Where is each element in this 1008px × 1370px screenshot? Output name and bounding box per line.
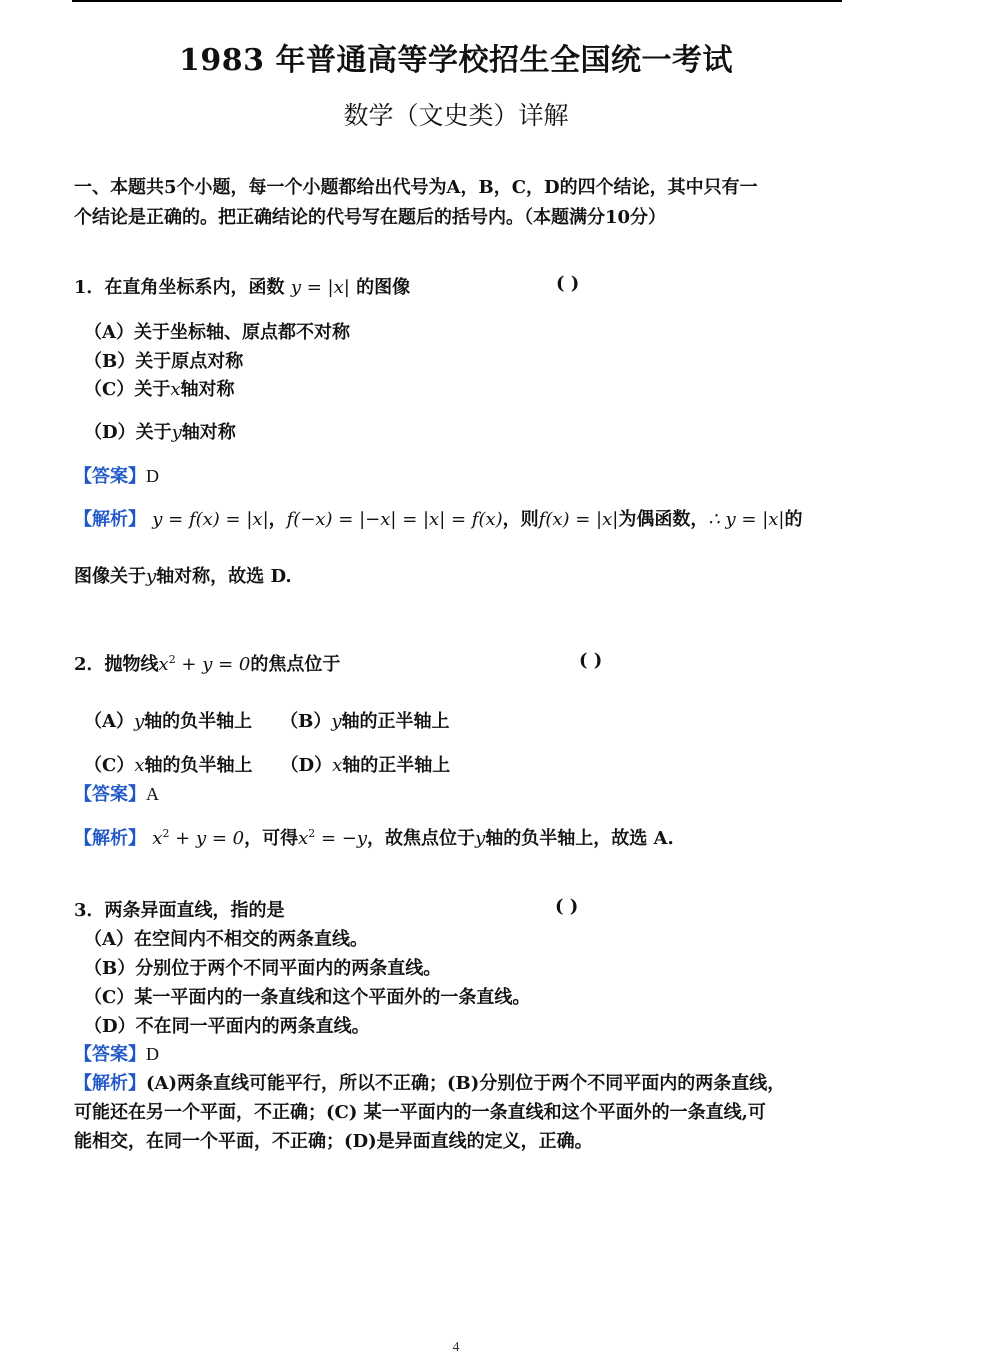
q1-explain-text-3: 为偶函数， [618, 509, 709, 530]
q1-option-a: （A）关于坐标轴、原点都不对称 [84, 322, 350, 343]
page-number: 4 [452, 1340, 460, 1355]
q2-option-c-label: （C） [84, 755, 135, 776]
q2-stem-rest: + y = 0 [175, 654, 251, 675]
q2-explain-sup-2: 2 [308, 827, 316, 840]
q2-explain-rest-2: = −y [315, 828, 368, 849]
q3-explanation-line-2: 可能还在另一个平面，不正确；(C) 某一平面内的一条直线和这个平面外的一条直线,可 [74, 1102, 766, 1123]
q2-option-a-var: y [133, 711, 145, 732]
q2-explain-text-1: ，可得 [244, 828, 299, 849]
q1-option-d-suffix: 轴对称 [181, 422, 236, 443]
q3-stem: 3．两条异面直线，指的是 [74, 900, 285, 921]
q1-explain-text-2: ，则 [502, 509, 539, 530]
q1-stem [74, 273, 410, 299]
q2-stem-suffix: 的焦点位于 [250, 654, 341, 675]
q2-option-a-label: （A） [84, 711, 134, 732]
q1-explanation-line-2 [74, 562, 292, 588]
q3-option-b: （B）分别位于两个不同平面内的两条直线。 [84, 958, 442, 979]
q2-explain-tag: 【解析】 [74, 828, 146, 849]
q3-explain-text-1: (A)两条直线可能平行，所以不正确；(B)分别位于两个不同平面内的两条直线， [146, 1073, 786, 1094]
q1-explain-math-3: f(x) = |x| [538, 509, 619, 530]
q2-answer-value: A [146, 784, 159, 804]
q3-option-c: （C）某一平面内的一条直线和这个平面外的一条直线。 [84, 987, 531, 1008]
q1-option-b: （B）关于原点对称 [84, 351, 244, 372]
q1-explain-text-4: 的 [784, 509, 803, 530]
q2-option-b-label: （B） [280, 711, 332, 732]
q2-explain-text-3: 轴的负半轴上，故选 A. [485, 828, 674, 849]
q1-explain-tag: 【解析】 [74, 509, 146, 530]
q2-answer-tag: 【答案】 [74, 784, 146, 805]
q2-explanation [74, 824, 674, 850]
q1-option-d-var: y [171, 422, 182, 443]
q2-option-b-text: 轴的正半轴上 [341, 711, 450, 732]
q3-option-a: （A）在空间内不相交的两条直线。 [84, 929, 368, 950]
q2-explain-rest-1: + y = 0 [169, 828, 245, 849]
q2-option-d-var: x [332, 755, 343, 776]
q2-explain-var: y [475, 828, 486, 849]
q1-option-c-prefix: （C）关于 [84, 379, 171, 400]
q2-options-row-2 [84, 751, 450, 777]
q3-answer-paren: ( ) [555, 896, 579, 917]
q2-options-row-1 [84, 707, 450, 733]
q2-explain-text-2: ，故焦点位于 [367, 828, 476, 849]
q2-option-c-var: x [134, 755, 145, 776]
q2-option-c-text: 轴的负半轴上 [144, 755, 253, 776]
q2-stem-base: x [158, 654, 169, 675]
top-rule [72, 0, 842, 2]
q1-explain-math-4: ∴ y = |x| [708, 509, 785, 530]
q3-explanation-line-3: 能相交，在同一个平面，不正确；(D)是异面直线的定义，正确。 [74, 1131, 593, 1152]
q2-explain-sup-1: 2 [162, 827, 170, 840]
q1-option-c-suffix: 轴对称 [180, 379, 235, 400]
q1-stem-math: y = |x| [290, 277, 350, 298]
q3-answer [74, 1040, 159, 1066]
q1-answer-tag: 【答案】 [74, 466, 146, 487]
page-title: 1983 年普通高等学校招生全国统一考试 [179, 43, 733, 78]
q1-explanation-line-1 [74, 505, 803, 531]
q2-option-d-label: （D） [280, 755, 333, 776]
q3-answer-tag: 【答案】 [74, 1044, 146, 1065]
q1-stem-prefix: 1．在直角坐标系内，函数 [74, 277, 285, 298]
section-intro-line-1: 一、本题共5个小题，每一个小题都给出代号为A，B，C，D的四个结论，其中只有一 [74, 177, 758, 198]
q3-explanation-line-1 [74, 1069, 785, 1095]
q1-explain-math-2: f(−x) = |−x| = |x| = f(x) [286, 509, 503, 530]
section-intro-line-2: 个结论是正确的。把正确结论的代号写在题后的括号内。（本题满分10分） [74, 207, 667, 228]
q1-answer-paren: ( ) [556, 273, 580, 294]
q2-stem-sup: 2 [168, 653, 176, 666]
q1-option-c [84, 375, 234, 401]
q3-option-d: （D）不在同一平面内的两条直线。 [84, 1016, 370, 1037]
q2-stem [74, 650, 340, 676]
q1-option-d-prefix: （D）关于 [84, 422, 172, 443]
q2-answer-paren: ( ) [579, 650, 603, 671]
q2-answer [74, 780, 159, 806]
q3-answer-value: D [146, 1044, 159, 1064]
q2-explain-base-2: x [298, 828, 309, 849]
q1-explain2-prefix: 图像关于 [74, 566, 146, 587]
q2-stem-prefix: 2．抛物线 [74, 654, 159, 675]
page-subtitle: 数学（文史类）详解 [343, 101, 569, 130]
q1-explain2-suffix: 轴对称，故选 D. [156, 566, 292, 587]
q1-explain-math-1: y = f(x) = |x| [152, 509, 269, 530]
q1-stem-suffix: 的图像 [356, 277, 411, 298]
q1-answer-value: D [146, 466, 159, 486]
q1-answer [74, 462, 159, 488]
q1-explain2-var: y [146, 566, 157, 587]
q2-option-a-text: 轴的负半轴上 [144, 711, 253, 732]
q3-explain-tag: 【解析】 [74, 1073, 146, 1094]
q2-option-d-text: 轴的正半轴上 [342, 755, 451, 776]
q2-option-b-var: y [331, 711, 342, 732]
q1-option-c-var: x [170, 379, 181, 400]
q1-option-d [84, 418, 236, 444]
q1-explain-text-1: ， [268, 509, 287, 530]
q2-explain-base-1: x [152, 828, 163, 849]
